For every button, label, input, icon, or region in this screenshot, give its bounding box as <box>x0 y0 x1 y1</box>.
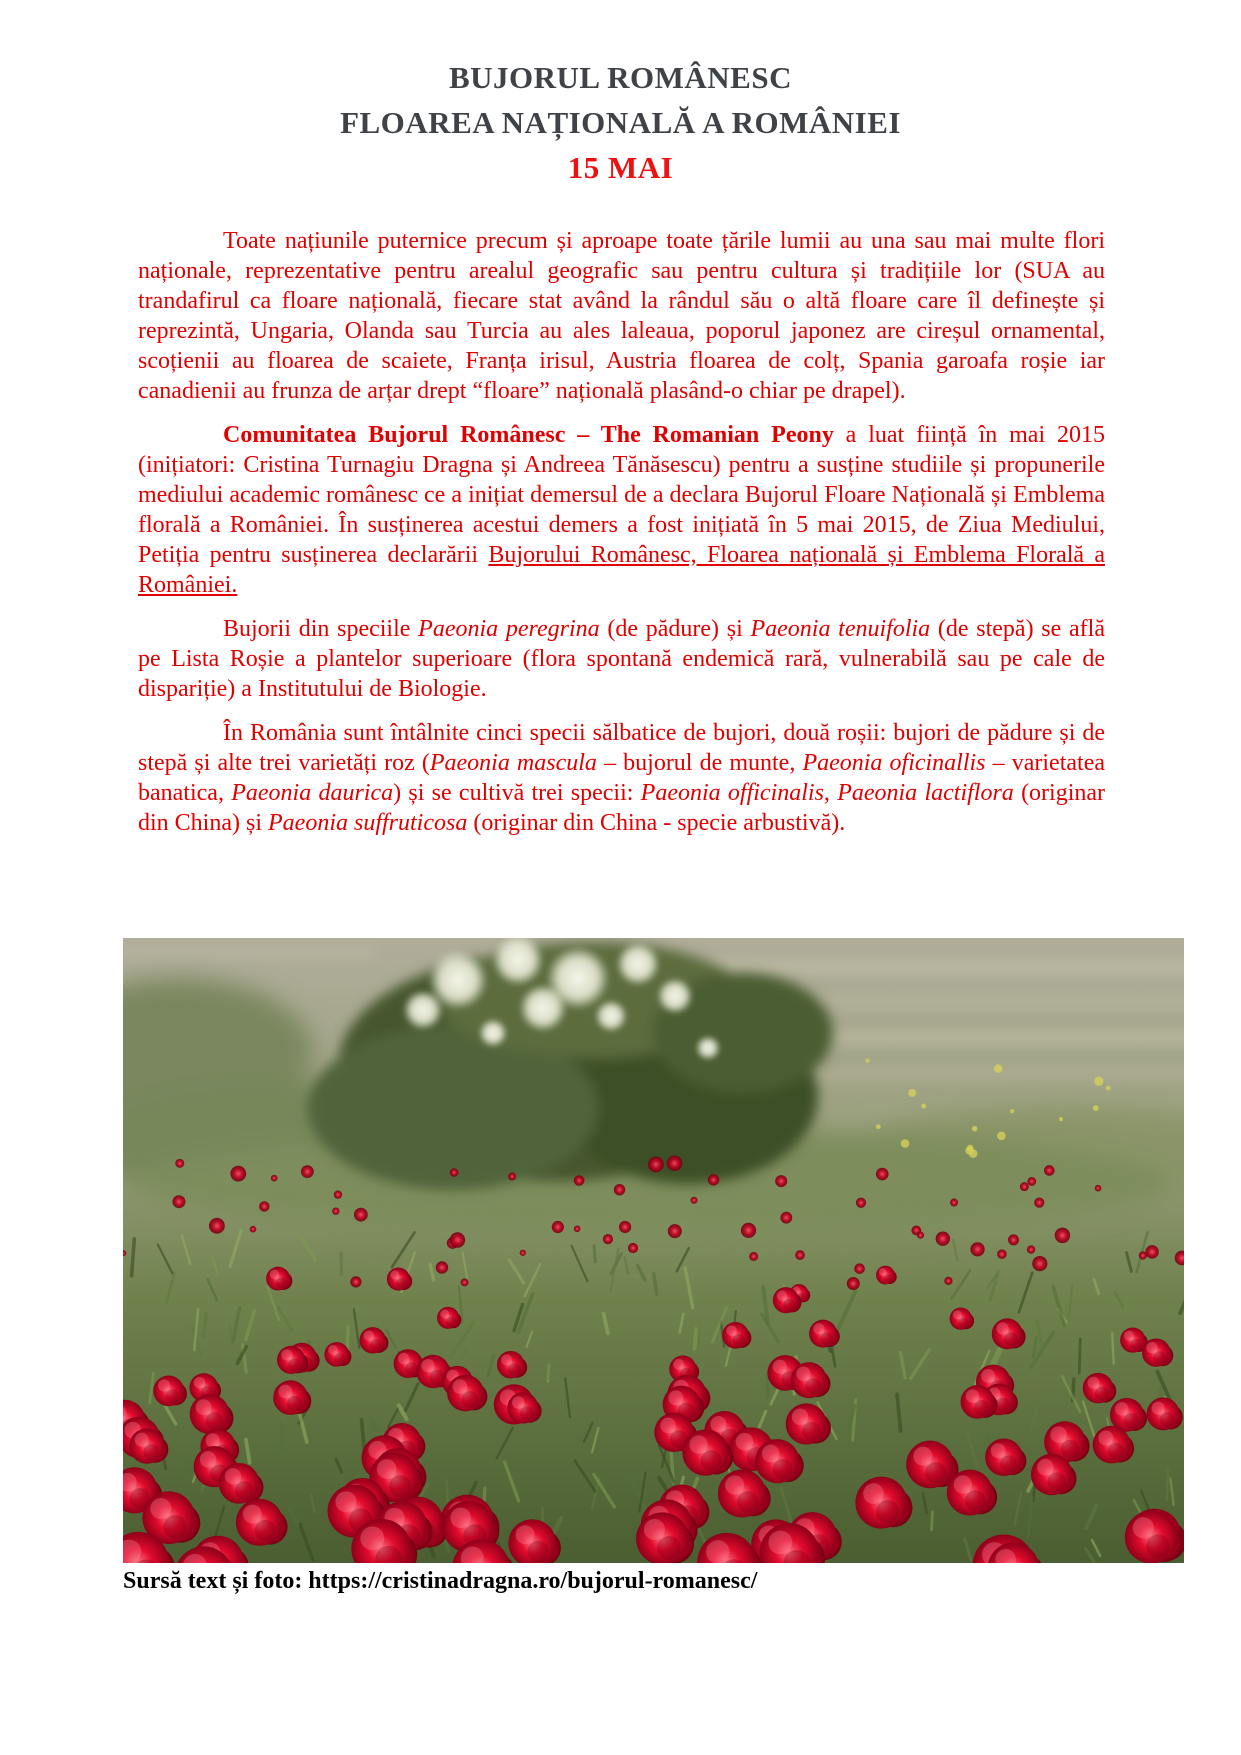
photo-section <box>123 938 1184 1596</box>
paragraph-red-list: Bujorii din speciile Paeonia peregrina (de pădure) și Paeonia tenuifolia (de stepă) se află pe Lista Roșie a plantelor superioare (flora spontană endemică rară, vulnerabilă sau pe cale de dispariție) a Institutului de Biologie. <box>138 616 1105 702</box>
peony-field-photo <box>123 938 1184 1563</box>
title-line-1: BUJORUL ROMÂNESC <box>448 60 792 95</box>
document-body <box>138 226 1105 838</box>
paragraph-national-flowers: Toate națiunile puternice precum și aproape toate țările lumii au una sau mai multe flori naționale, reprezentative pentru arealul geografic sau pentru cultura și tradițiile lor (SUA au trandafirul ca floare națională, fiecare stat având la rândul său o altă floare care îl definește și reprezintă, Ungaria, Olanda sau Turcia au ales laleaua, poporul japonez are cireșul ornamental, scoțienii au floarea de scaiete, Franța irisul, Austria floarea de colț, Spania garoafa roșie iar canadienii au frunza de arțar drept “floare” națională plasând-o chiar pe drapel). <box>138 228 1105 404</box>
document-title <box>0 55 1241 190</box>
paragraph-species: În România sunt întâlnite cinci specii sălbatice de bujori, două roșii: bujori de pădure și de stepă și alte trei varietăți roz (Paeonia mascula – bujorul de munte, Paeonia oficinallis – varietatea banatica, Paeonia daurica) și se cultivă trei specii: Paeonia officinalis, Paeonia lactiflora (originar din China) și Paeonia suffruticosa (originar din China - specie arbustivă). <box>138 720 1106 836</box>
paragraph-community: Comunitatea Bujorul Românesc – The Romanian Peony a luat ființă în mai 2015 (inițiatori: Cristina Turnagiu Dragna și Andreea Tănăsescu) pentru a susține studiile și propunerile mediului academic românesc ce a inițiat demersul de a declara Bujorul Floare Națională și Emblema florală a României. În susținerea acestui demers a fost inițiată în 5 mai 2015, de Ziua Mediului, Petiția pentru susținerea declarării Bujorului Românesc, Floarea națională și Emblema Florală a României. <box>138 422 1106 598</box>
title-date: 15 MAI <box>567 150 674 185</box>
title-line-2: FLOAREA NAȚIONALĂ A ROMÂNIEI <box>340 105 901 140</box>
source-credit-line: Sursă text și foto: https://cristinadragna.ro/bujorul-romanesc/ <box>123 1568 758 1594</box>
